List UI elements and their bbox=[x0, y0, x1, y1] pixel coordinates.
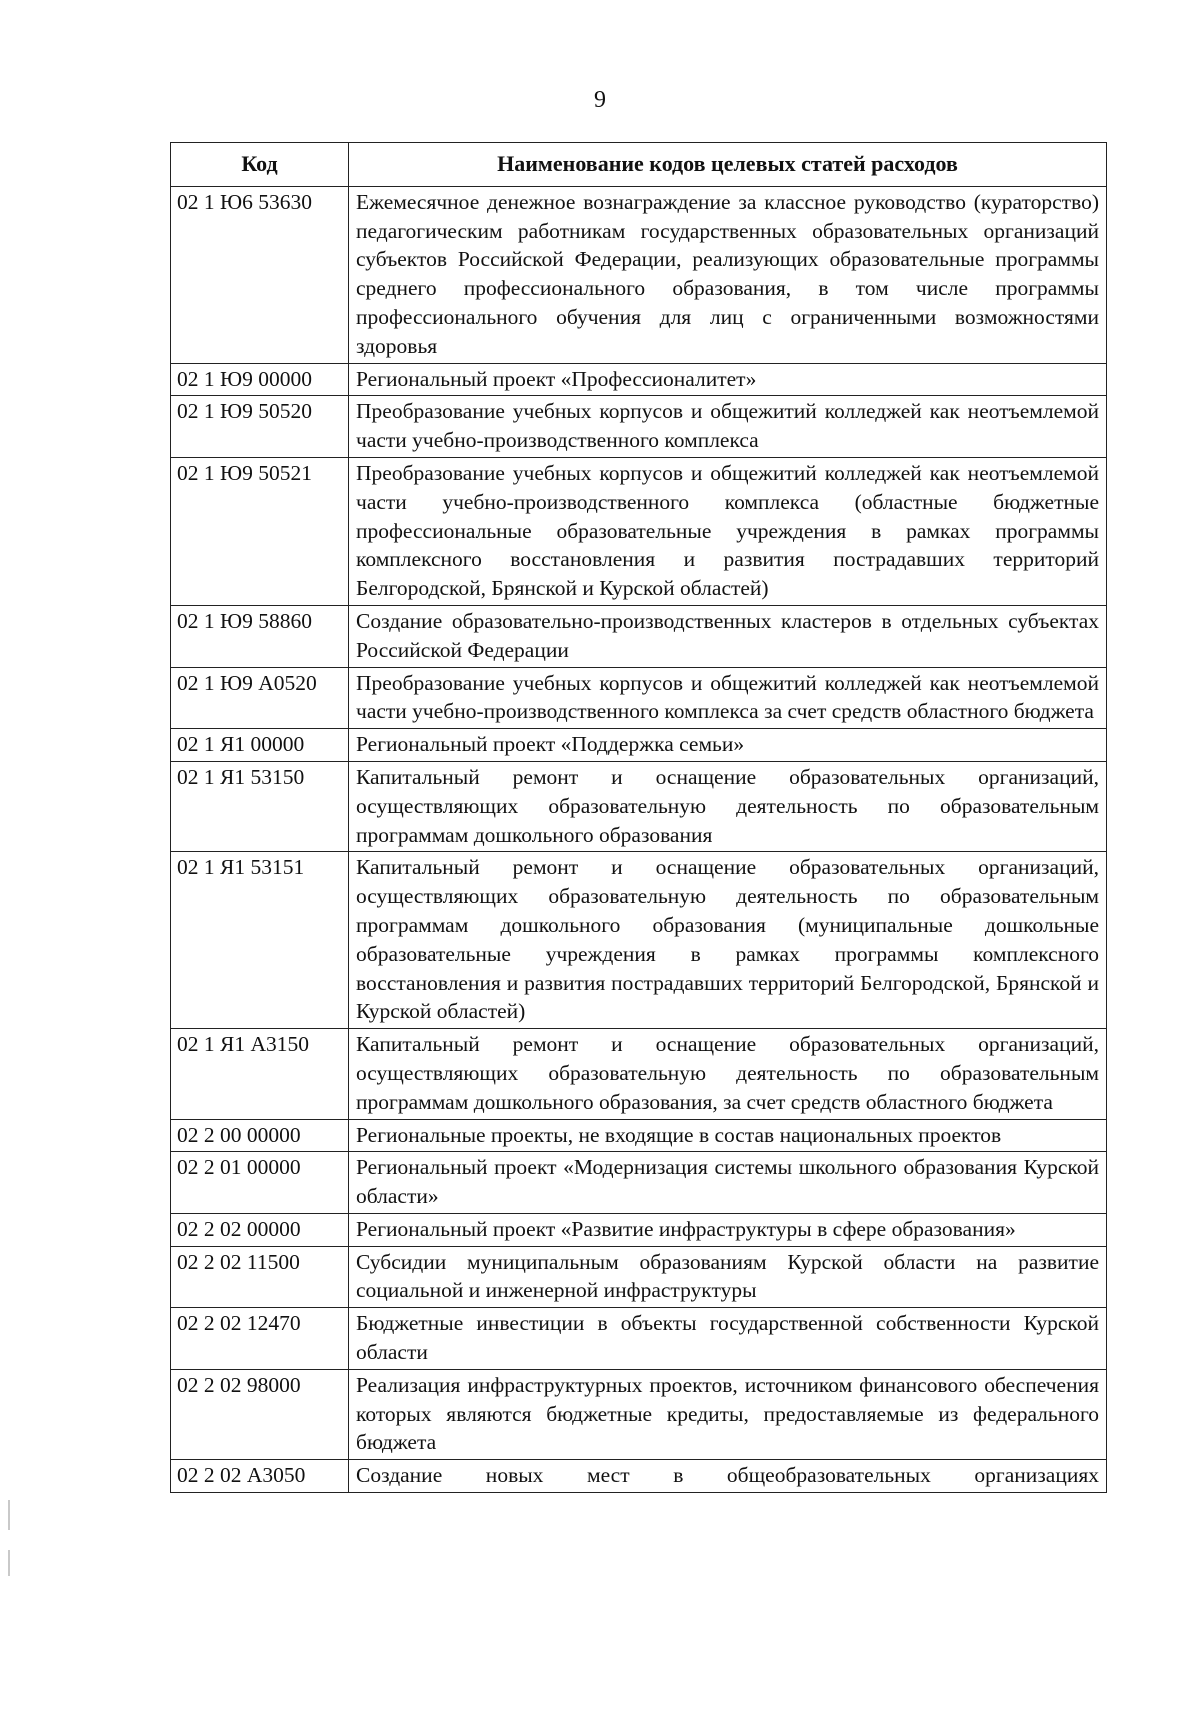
row-code: 02 1 Ю9 00000 bbox=[171, 363, 349, 396]
row-name: Капитальный ремонт и оснащение образовательных организаций, осуществляющих образовательную деятельность по образовательным программам дошкольного образования bbox=[349, 761, 1107, 851]
row-name: Региональный проект «Развитие инфраструктуры в сфере образования» bbox=[349, 1213, 1107, 1246]
row-name: Создание новых мест в общеобразовательных организациях bbox=[349, 1460, 1107, 1493]
row-name: Реализация инфраструктурных проектов, источником финансового обеспечения которых являются бюджетные кредиты, предоставляемые из федерального бюджета bbox=[349, 1369, 1107, 1459]
row-code: 02 1 Я1 53151 bbox=[171, 852, 349, 1029]
row-name: Бюджетные инвестиции в объекты государственной собственности Курской области bbox=[349, 1308, 1107, 1370]
row-code: 02 2 02 А3050 bbox=[171, 1460, 349, 1493]
table-row bbox=[171, 1369, 1107, 1459]
code-column-header: Код bbox=[171, 143, 349, 187]
table-row bbox=[171, 1460, 1107, 1493]
row-name: Капитальный ремонт и оснащение образовательных организаций, осуществляющих образовательную деятельность по образовательным программам дошкольного образования (муниципальные дошкольные образовательные учреждения в рамках программы комплексного восстановления и развития пострадавших территорий Белгородской, Брянской и Курской областей) bbox=[349, 852, 1107, 1029]
scan-margin-mark bbox=[8, 1500, 10, 1530]
target-expense-codes-table bbox=[170, 142, 1107, 1493]
table-row bbox=[171, 1119, 1107, 1152]
row-code: 02 1 Ю6 53630 bbox=[171, 186, 349, 363]
row-code: 02 2 00 00000 bbox=[171, 1119, 349, 1152]
table-row bbox=[171, 1246, 1107, 1308]
table-row bbox=[171, 761, 1107, 851]
table-row bbox=[171, 1152, 1107, 1214]
name-column-header: Наименование кодов целевых статей расходов bbox=[349, 143, 1107, 187]
row-code: 02 1 Ю9 50521 bbox=[171, 457, 349, 605]
row-code: 02 2 02 12470 bbox=[171, 1308, 349, 1370]
row-name: Региональные проекты, не входящие в состав национальных проектов bbox=[349, 1119, 1107, 1152]
table-row bbox=[171, 186, 1107, 363]
row-name: Создание образовательно-производственных кластеров в отдельных субъектах Российской Федерации bbox=[349, 605, 1107, 667]
table-row bbox=[171, 396, 1107, 458]
table-row bbox=[171, 363, 1107, 396]
row-code: 02 2 02 98000 bbox=[171, 1369, 349, 1459]
row-name: Капитальный ремонт и оснащение образовательных организаций, осуществляющих образовательную деятельность по образовательным программам дошкольного образования, за счет средств областного бюджета bbox=[349, 1029, 1107, 1119]
row-code: 02 2 01 00000 bbox=[171, 1152, 349, 1214]
row-name: Ежемесячное денежное вознаграждение за классное руководство (кураторство) педагогическим работникам государственных образовательных организаций субъектов Российской Федерации, реализующих образовательные программы среднего профессионального образования, в том числе программы профессионального обучения для лиц с ограниченными возможностями здоровья bbox=[349, 186, 1107, 363]
table-row bbox=[171, 605, 1107, 667]
scan-margin-mark bbox=[8, 1550, 10, 1576]
table-row bbox=[171, 852, 1107, 1029]
row-code: 02 1 Я1 00000 bbox=[171, 729, 349, 762]
row-name: Преобразование учебных корпусов и общежитий колледжей как неотъемлемой части учебно-производственного комплекса за счет средств областного бюджета bbox=[349, 667, 1107, 729]
table-row bbox=[171, 1029, 1107, 1119]
table-row bbox=[171, 457, 1107, 605]
row-code: 02 2 02 11500 bbox=[171, 1246, 349, 1308]
row-code: 02 1 Я1 53150 bbox=[171, 761, 349, 851]
table-row bbox=[171, 1308, 1107, 1370]
row-code: 02 1 Ю9 50520 bbox=[171, 396, 349, 458]
row-name: Региональный проект «Поддержка семьи» bbox=[349, 729, 1107, 762]
row-name: Региональный проект «Модернизация системы школьного образования Курской области» bbox=[349, 1152, 1107, 1214]
row-code: 02 2 02 00000 bbox=[171, 1213, 349, 1246]
row-name: Субсидии муниципальным образованиям Курской области на развитие социальной и инженерной инфраструктуры bbox=[349, 1246, 1107, 1308]
page-number: 9 bbox=[594, 87, 606, 113]
row-name: Региональный проект «Профессионалитет» bbox=[349, 363, 1107, 396]
row-name: Преобразование учебных корпусов и общежитий колледжей как неотъемлемой части учебно-производственного комплекса (областные бюджетные профессиональные образовательные учреждения в рамках программы комплексного восстановления и развития пострадавших территорий Белгородской, Брянской и Курской областей) bbox=[349, 457, 1107, 605]
table-row bbox=[171, 1213, 1107, 1246]
row-code: 02 1 Ю9 А0520 bbox=[171, 667, 349, 729]
row-code: 02 1 Я1 А3150 bbox=[171, 1029, 349, 1119]
table-header-row bbox=[171, 143, 1107, 187]
table-row bbox=[171, 729, 1107, 762]
table-row bbox=[171, 667, 1107, 729]
row-name: Преобразование учебных корпусов и общежитий колледжей как неотъемлемой части учебно-производственного комплекса bbox=[349, 396, 1107, 458]
row-code: 02 1 Ю9 58860 bbox=[171, 605, 349, 667]
